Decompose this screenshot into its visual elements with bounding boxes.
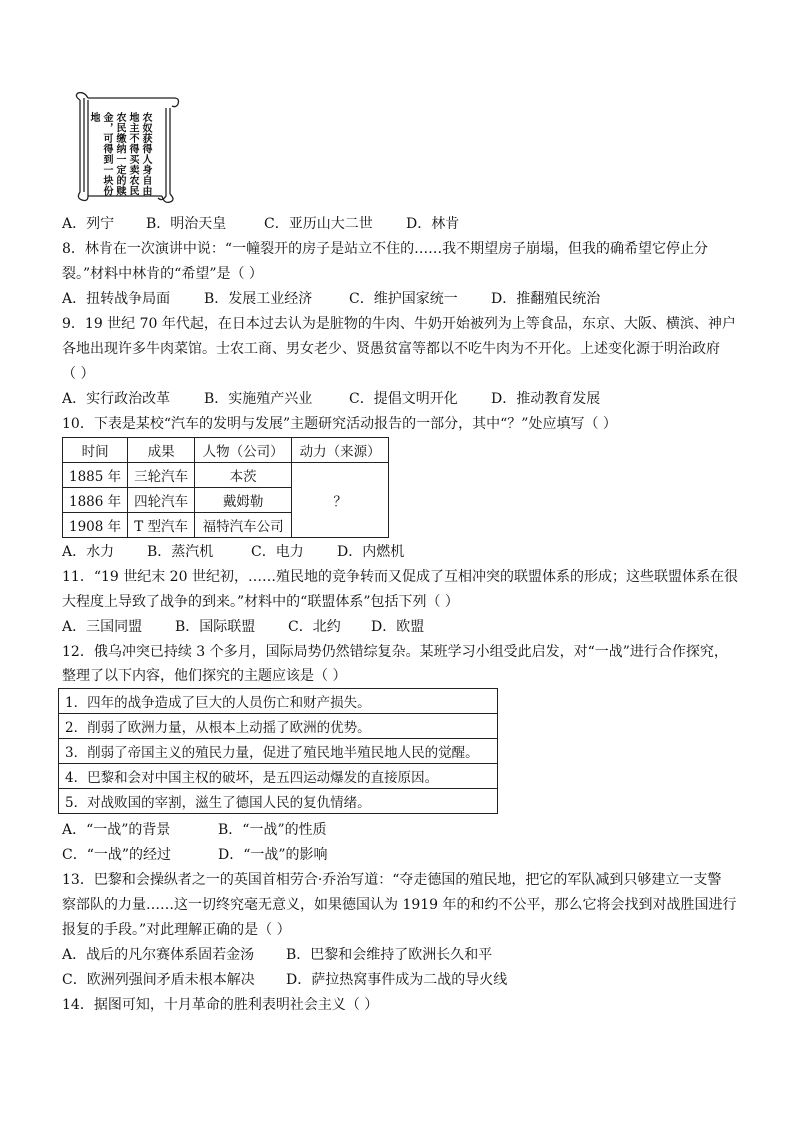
table-header-row: [63, 438, 389, 463]
cell-result: T 型汽车: [128, 513, 195, 538]
q12-options-row1: [62, 820, 327, 840]
q13-options-row2: [62, 970, 507, 990]
scroll-text: [87, 112, 152, 196]
q9-stem-line2: 各地出现许多牛肉菜馆。士农工商、男女老少、贤愚贫富等都以不吃牛肉为不开化。上述变化源于明治政府: [62, 341, 720, 357]
scroll-column: 地主不得买卖农民: [127, 112, 138, 196]
q8-stem-line1: 8．林肯在一次演讲中说：“一幢裂开的房子是站立不住的……我不期望房子崩塌，但我的确希望它停止分: [62, 241, 709, 257]
cell-time: 1886 年: [63, 488, 128, 513]
cell-person: 本茨: [195, 463, 292, 488]
q7-option-b[interactable]: B．明治天皇: [146, 216, 227, 232]
q10-option-c[interactable]: C．电力: [251, 544, 304, 560]
cell-unknown-power: ？: [292, 463, 389, 538]
q10-option-a[interactable]: A．水力: [62, 544, 115, 560]
q8-option-d[interactable]: D．推翻殖民统治: [491, 291, 601, 307]
q8-options: [62, 289, 600, 309]
q8-option-c[interactable]: C．维护国家统一: [349, 291, 458, 307]
list-item: 4．巴黎和会对中国主权的破坏，是五四运动爆发的直接原因。: [59, 764, 498, 789]
scroll-column: 金，可得到一块份: [101, 112, 112, 196]
q10-table: [62, 437, 389, 538]
q10-option-d[interactable]: D．内燃机: [337, 544, 405, 560]
table-row: [63, 463, 389, 488]
q13-option-a[interactable]: A．战后的凡尔赛体系固若金汤: [62, 947, 255, 963]
q7-option-d[interactable]: D．林肯: [406, 216, 460, 232]
scroll-column: 农民缴纳一定的赎: [114, 112, 125, 196]
q9-stem-line3: （ ）: [62, 366, 95, 382]
q12-option-d[interactable]: D．“一战”的影响: [218, 847, 328, 863]
list-item: 3．削弱了帝国主义的殖民力量，促进了殖民地半殖民地人民的觉醒。: [59, 739, 498, 764]
cell-result: 四轮汽车: [128, 488, 195, 513]
q13-option-b[interactable]: B．巴黎和会维持了欧洲长久和平: [286, 947, 493, 963]
q8-option-a[interactable]: A．扭转战争局面: [62, 291, 171, 307]
q7-option-c[interactable]: C．亚历山大二世: [264, 216, 373, 232]
q9-options: [62, 389, 600, 409]
q13-option-c[interactable]: C．欧洲列强间矛盾未根本解决: [62, 972, 255, 988]
q11-option-c[interactable]: C．北约: [288, 619, 341, 635]
scroll-column: 地: [88, 112, 99, 123]
list-item: 1．四年的战争造成了巨大的人员伤亡和财产损失。: [59, 689, 498, 714]
scroll-image: [66, 92, 182, 204]
q13-option-d[interactable]: D．萨拉热窝事件成为二战的导火线: [286, 972, 508, 988]
q9-option-c[interactable]: C．提倡文明开化: [349, 391, 458, 407]
q8-option-b[interactable]: B．发展工业经济: [204, 291, 313, 307]
q10-option-b[interactable]: B．蒸汽机: [147, 544, 214, 560]
q13-stem-line1: 13．巴黎和会操纵者之一的英国首相劳合·乔治写道：“夺走德国的殖民地，把它的军队减到只够建立一支警: [62, 872, 722, 888]
table-row: [59, 764, 498, 789]
header-power: 动力（来源）: [292, 438, 389, 463]
cell-result: 三轮汽车: [128, 463, 195, 488]
q12-option-b[interactable]: B．“一战”的性质: [218, 822, 327, 838]
q11-stem-line2: 大程度上导致了战争的到来。”材料中的“联盟体系”包括下列（ ）: [62, 594, 459, 610]
q11-stem-line1: 11．“19 世纪末 20 世纪初，……殖民地的竞争转而又促成了互相冲突的联盟体系的形成；这些联盟体系在很: [62, 569, 738, 585]
q11-option-b[interactable]: B．国际联盟: [175, 619, 256, 635]
q12-stem-line1: 12．俄乌冲突已持续 3 个多月，国际局势仍然错综复杂。某班学习小组受此启发，对“一战”进行合作探究，: [62, 644, 728, 660]
q11-options: [62, 617, 424, 637]
q9-option-d[interactable]: D．推动教育发展: [491, 391, 601, 407]
q11-option-d[interactable]: D．欧盟: [371, 619, 425, 635]
q9-option-b[interactable]: B．实施殖产兴业: [204, 391, 313, 407]
header-result: 成果: [128, 438, 195, 463]
q10-options: [62, 542, 404, 562]
list-item: 2．削弱了欧洲力量，从根本上动摇了欧洲的优势。: [59, 714, 498, 739]
header-time: 时间: [63, 438, 128, 463]
q7-option-a[interactable]: A．列宁: [62, 216, 115, 232]
q13-stem-line2: 察部队的力量……这一切终究毫无意义，如果德国认为 1919 年的和约不公平，那么它将会找到对战胜国进行: [62, 897, 737, 913]
q12-stem-line2: 整理了以下内容，他们探究的主题应该是（ ）: [62, 668, 347, 684]
q7-options: [62, 214, 459, 234]
table-row: [59, 789, 498, 814]
scroll-column: 农奴获得人身自由: [140, 112, 151, 196]
q9-option-a[interactable]: A．实行政治改革: [62, 391, 171, 407]
list-item: 5．对战败国的宰割，滋生了德国人民的复仇情绪。: [59, 789, 498, 814]
cell-time: 1885 年: [63, 463, 128, 488]
q13-options-row1: [62, 945, 492, 965]
q12-content-table: [58, 688, 498, 814]
cell-person: 戴姆勒: [195, 488, 292, 513]
q12-options-row2: [62, 845, 328, 865]
cell-time: 1908 年: [63, 513, 128, 538]
q8-stem-line2: 裂。”材料中林肯的“希望”是（ ）: [62, 266, 263, 282]
q13-stem-line3: 报复的手段。”对此理解正确的是（ ）: [62, 922, 291, 938]
q9-stem-line1: 9．19 世纪 70 年代起，在日本过去认为是脏物的牛肉、牛奶开始被列为上等食品，东京、大阪、横滨、神户: [62, 316, 736, 332]
q12-option-c[interactable]: C．“一战”的经过: [62, 847, 172, 863]
cell-person: 福特汽车公司: [195, 513, 292, 538]
q11-option-a[interactable]: A．三国同盟: [62, 619, 143, 635]
table-row: [59, 689, 498, 714]
table-row: [59, 739, 498, 764]
q10-stem: 10．下表是某校“汽车的发明与发展”主题研究活动报告的一部分，其中“？”处应填写（ ）: [62, 416, 617, 432]
q12-option-a[interactable]: A．“一战”的背景: [62, 822, 171, 838]
table-row: [59, 714, 498, 739]
header-person: 人物（公司）: [195, 438, 292, 463]
q14-stem: 14．据图可知，十月革命的胜利表明社会主义（ ）: [62, 997, 379, 1013]
